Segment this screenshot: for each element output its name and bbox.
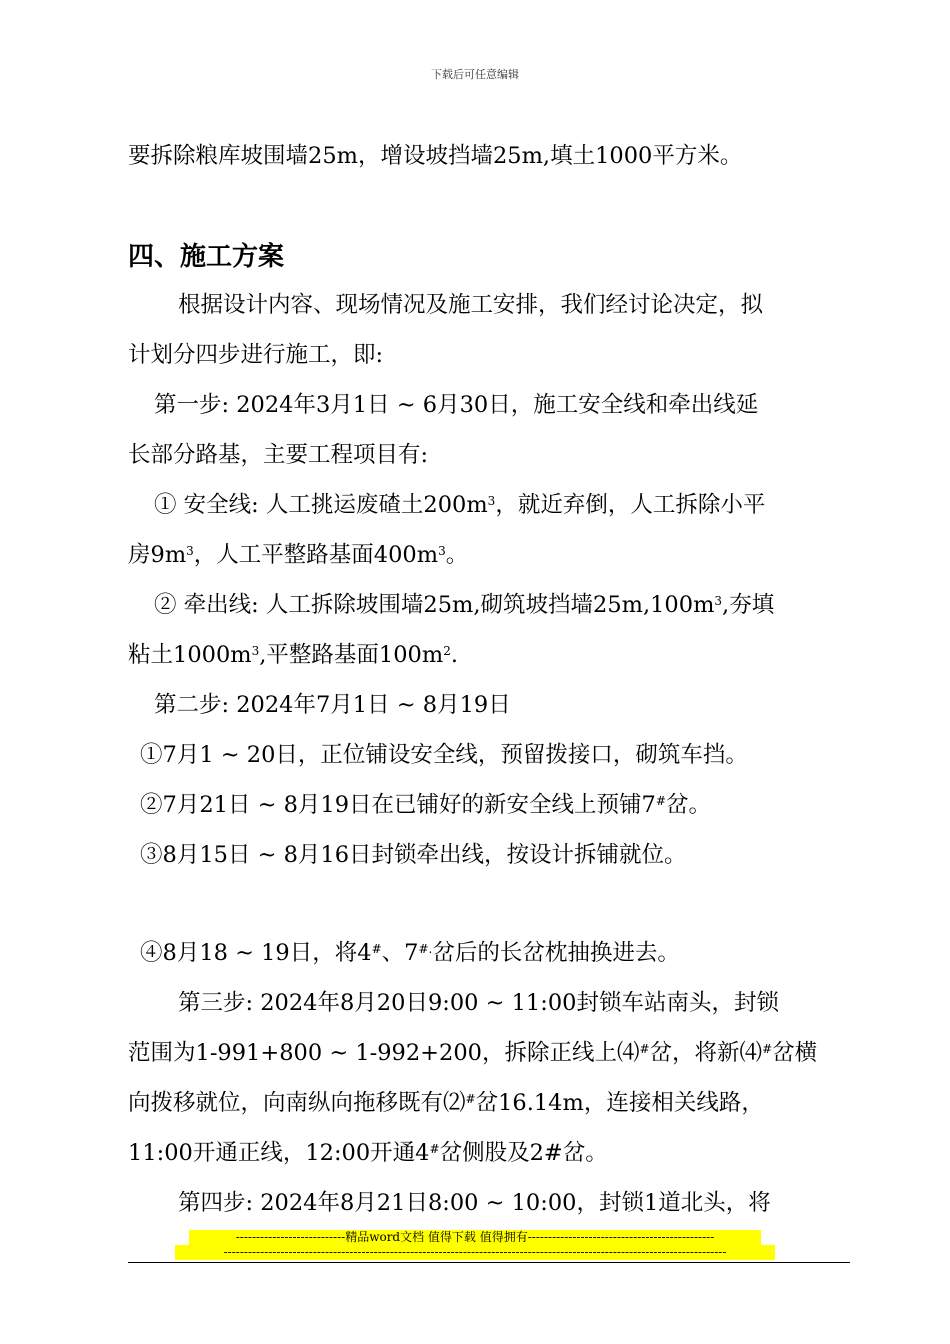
item-safety-line: ① 安全线: 人工挑运废碴土$200m^3$，就近弃倒，人工拆除小平: [154, 492, 766, 518]
superscript: 3: [438, 544, 446, 558]
page-header: 下载后可任意编辑: [431, 68, 519, 81]
superscript: #: [639, 1042, 650, 1056]
step-three-line: 第三步: 2024年8月20日9:00 ~ 11:00封锁车站南头，封锁: [178, 990, 779, 1016]
step-four-line: 第四步: 2024年8月21日8:00 ~ 10:00，封锁1道北头，将: [178, 1190, 771, 1216]
step-one-line: 第一步: 2024年3月1日 ~ 6月30日，施工安全线和牵出线延: [154, 392, 759, 418]
superscript: 2: [443, 644, 451, 658]
list-item: ①7月1 ~ 20日，正位铺设安全线，预留拨接口，砌筑车挡。: [140, 742, 748, 768]
list-item: ④8月18 ~ 19日，将4#、7#.岔后的长岔枕抽换进去。: [140, 940, 680, 966]
superscript: 3: [186, 544, 194, 558]
superscript: 3: [487, 494, 496, 508]
paragraph-line: 要拆除粮库坡围墙25m，增设坡挡墙25m,填土1000平方米。: [128, 143, 743, 169]
superscript: 3: [251, 644, 260, 658]
section-heading: 四、施工方案: [128, 242, 285, 272]
list-item: ②7月21日 ~ 8月19日在已铺好的新安全线上预铺7#岔。: [140, 792, 711, 818]
step-two-line: 第二步: 2024年7月1日 ~ 8月19日: [154, 692, 511, 718]
superscript: #: [465, 1092, 476, 1106]
superscript: #: [655, 794, 666, 808]
item-draw-out-line: ② 牵出线: 人工拆除坡围墙25m,砌筑坡挡墙$25m,100m^3$,夯填: [154, 592, 775, 618]
superscript: #: [429, 1142, 440, 1156]
paragraph-line: 11:00开通正线，12:00开通4#岔侧股及2#岔。: [128, 1140, 608, 1166]
list-item: ③8月15日 ~ 8月16日封锁牵出线，按设计拆铺就位。: [140, 842, 687, 868]
paragraph-line: 粘土$1000m^3$,平整路基面$100m^2$.: [128, 642, 458, 668]
footer-banner: ---------------------------精品word文档 值得下载 值得拥有----------------------------------------------: [0, 1230, 950, 1249]
footer-banner-dashes: ----------------------------------------------------------------------------------------------------------------------------: [0, 1245, 950, 1264]
paragraph-line: 根据设计内容、现场情况及施工安排，我们经讨论决定，拟: [178, 292, 764, 318]
paragraph-line: 房$9m^3$，人工平整路基面$400m^3$。: [128, 542, 469, 568]
superscript: #: [371, 942, 382, 956]
superscript: 3: [714, 594, 723, 608]
superscript: #: [762, 1042, 773, 1056]
superscript: #.: [418, 942, 433, 956]
paragraph-line: 向拨移就位，向南纵向拖移既有⑵#岔16.14m，连接相关线路，: [128, 1090, 764, 1116]
paragraph-line: 长部分路基，主要工程项目有:: [128, 442, 429, 468]
paragraph-line: 计划分四步进行施工，即:: [128, 342, 384, 368]
footer-divider: [128, 1262, 850, 1263]
paragraph-line: 范围为1-991+800 ~ 1-992+200，拆除正线上⑷#岔，将新⑷#岔横: [128, 1040, 818, 1066]
